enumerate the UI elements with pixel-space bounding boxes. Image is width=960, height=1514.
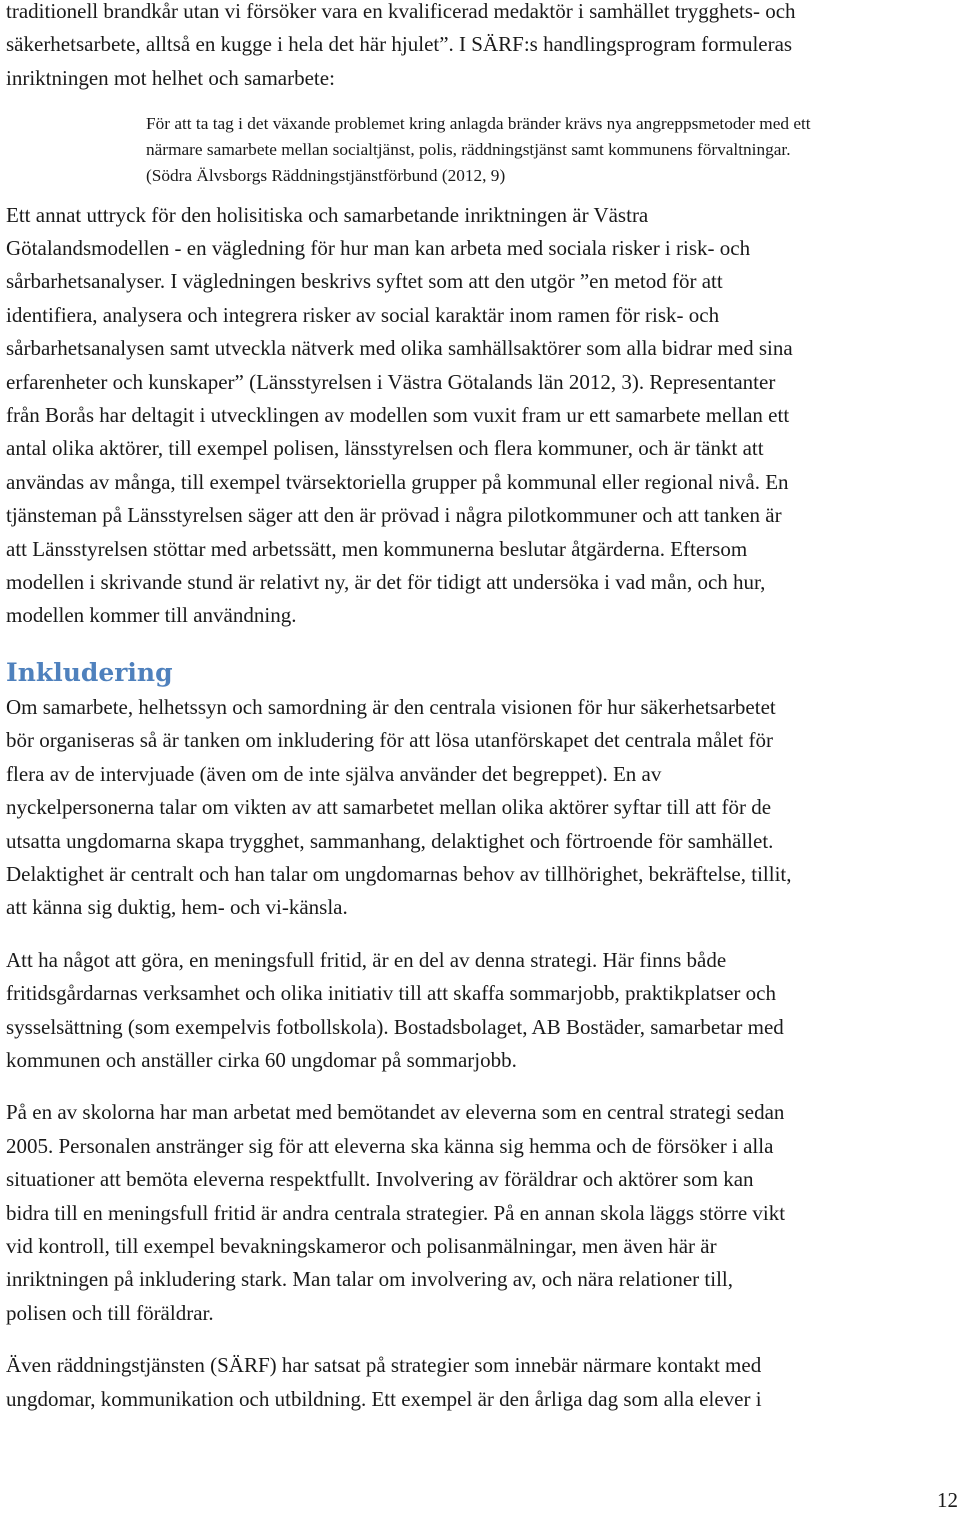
text-line: säkerhetsarbete, alltså en kugge i hela det här hjulet”. I SÄRF:s handlingsprogram formuleras <box>6 32 793 57</box>
text-line: att Länsstyrelsen stöttar med arbetssätt, men kommunerna beslutar åtgärderna. Eftersom <box>6 536 748 561</box>
page-number: 12 <box>937 1488 958 1512</box>
section-heading: Inkludering <box>6 657 173 687</box>
body-paragraph-skolor <box>6 1096 956 1330</box>
text-line: att känna sig duktig, hem- och vi-känsla. <box>6 895 348 920</box>
text-line: situationer att bemöta eleverna respektfullt. Involvering av föräldrar och aktörer som kan <box>6 1167 754 1192</box>
text-line: bör organiseras så är tanken om inkludering för att lösa utanförskapet det centrala målet för <box>6 728 774 753</box>
text-line: modellen i skrivande stund är relativt ny, är det för tidigt att undersöka i vad mån, och hur, <box>6 570 766 595</box>
text-line: utsatta ungdomarna skapa trygghet, sammanhang, delaktighet och förtroende för samhället. <box>6 828 774 853</box>
text-line: inriktningen på inkludering stark. Man talar om involvering av, och nära relationer till, <box>6 1267 734 1292</box>
text-line: På en av skolorna har man arbetat med bemötandet av eleverna som en central strategi sedan <box>6 1100 785 1125</box>
body-paragraph-gotalandsmodellen <box>6 199 956 633</box>
text-line: användas av många, till exempel tvärsektoriella grupper på kommunal eller regional nivå. En <box>6 469 789 494</box>
text-line: 2005. Personalen anstränger sig för att eleverna ska känna sig hemma och de försöker i alla <box>6 1133 774 1158</box>
text-line: vid kontroll, till exempel bevakningskameror och polisanmälningar, men även här är <box>6 1233 717 1258</box>
text-line: polisen och till föräldrar. <box>6 1300 214 1325</box>
text-line: fritidsgårdarnas verksamhet och olika initiativ till att skaffa sommarjobb, praktikplatser och <box>6 981 776 1006</box>
text-line: För att ta tag i det växande problemet kring anlagda bränder krävs nya angreppsmetoder med ett <box>146 114 811 134</box>
document-page <box>6 0 956 1416</box>
text-line: erfarenheter och kunskaper” (Länsstyrelsen i Västra Götalands län 2012, 3). Representanter <box>6 369 776 394</box>
text-line: sårbarhetsanalyser. I vägledningen beskrivs syftet som att den utgör ”en metod för att <box>6 269 723 294</box>
text-line: kommunen och anställer cirka 60 ungdomar på sommarjobb. <box>6 1047 517 1072</box>
text-line: Även räddningstjänsten (SÄRF) har satsat på strategier som innebär närmare kontakt med <box>6 1353 762 1378</box>
text-line: flera av de intervjuade (även om de inte själva använder det begreppet). En av <box>6 761 662 786</box>
text-line: inriktningen mot helhet och samarbete: <box>6 65 335 90</box>
body-paragraph-inkludering <box>6 691 956 925</box>
text-line: antal olika aktörer, till exempel polisen, länsstyrelsen och flera kommuner, och är tänkt att <box>6 436 764 461</box>
text-line: nyckelpersonerna talar om vikten av att samarbetet mellan olika aktörer syftar till att för de <box>6 795 772 820</box>
text-line: från Borås har deltagit i utvecklingen av modellen som vuxit fram ur ett samarbete mellan ett <box>6 403 790 428</box>
text-line: tjänsteman på Länsstyrelsen säger att den är prövad i några pilotkommuner och att tanken är <box>6 503 782 528</box>
text-line: sårbarhetsanalysen samt utveckla nätverk med olika samhällsaktörer som alla bidrar med sina <box>6 336 793 361</box>
text-line: Ett annat uttryck för den holisitiska och samarbetande inriktningen är Västra <box>6 202 649 227</box>
text-line: bidra till en meningsfull fritid är andra centrala strategier. På en annan skola läggs större vikt <box>6 1200 786 1225</box>
text-line: identifiera, analysera och integrera risker av social karaktär inom ramen för risk- och <box>6 302 720 327</box>
text-line: Delaktighet är centralt och han talar om ungdomarnas behov av tillhörighet, bekräftelse, tillit, <box>6 861 792 886</box>
text-line: traditionell brandkår utan vi försöker vara en kvalificerad medaktör i samhället trygghets- och <box>6 0 796 23</box>
text-line: Om samarbete, helhetssyn och samordning är den centrala visionen för hur säkerhetsarbetet <box>6 694 776 719</box>
text-line: modellen kommer till användning. <box>6 603 297 628</box>
intro-paragraph <box>6 0 956 95</box>
text-line: närmare samarbete mellan socialtjänst, polis, räddningstjänst samt kommunens förvaltningar. <box>146 140 791 160</box>
text-line: (Södra Älvsborgs Räddningstjänstförbund (2012, 9) <box>146 165 506 185</box>
body-paragraph-raddningstjansten <box>6 1349 956 1416</box>
text-line: sysselsättning (som exempelvis fotbollskola). Bostadsbolaget, AB Bostäder, samarbetar med <box>6 1014 784 1039</box>
text-line: Götalandsmodellen - en vägledning för hur man kan arbeta med sociala risker i risk- och <box>6 236 751 261</box>
block-quote <box>146 111 956 188</box>
text-line: ungdomar, kommunikation och utbildning. Ett exempel är den årliga dag som alla elever i <box>6 1386 762 1411</box>
body-paragraph-fritid <box>6 944 956 1078</box>
text-line: Att ha något att göra, en meningsfull fritid, är en del av denna strategi. Här finns både <box>6 947 727 972</box>
